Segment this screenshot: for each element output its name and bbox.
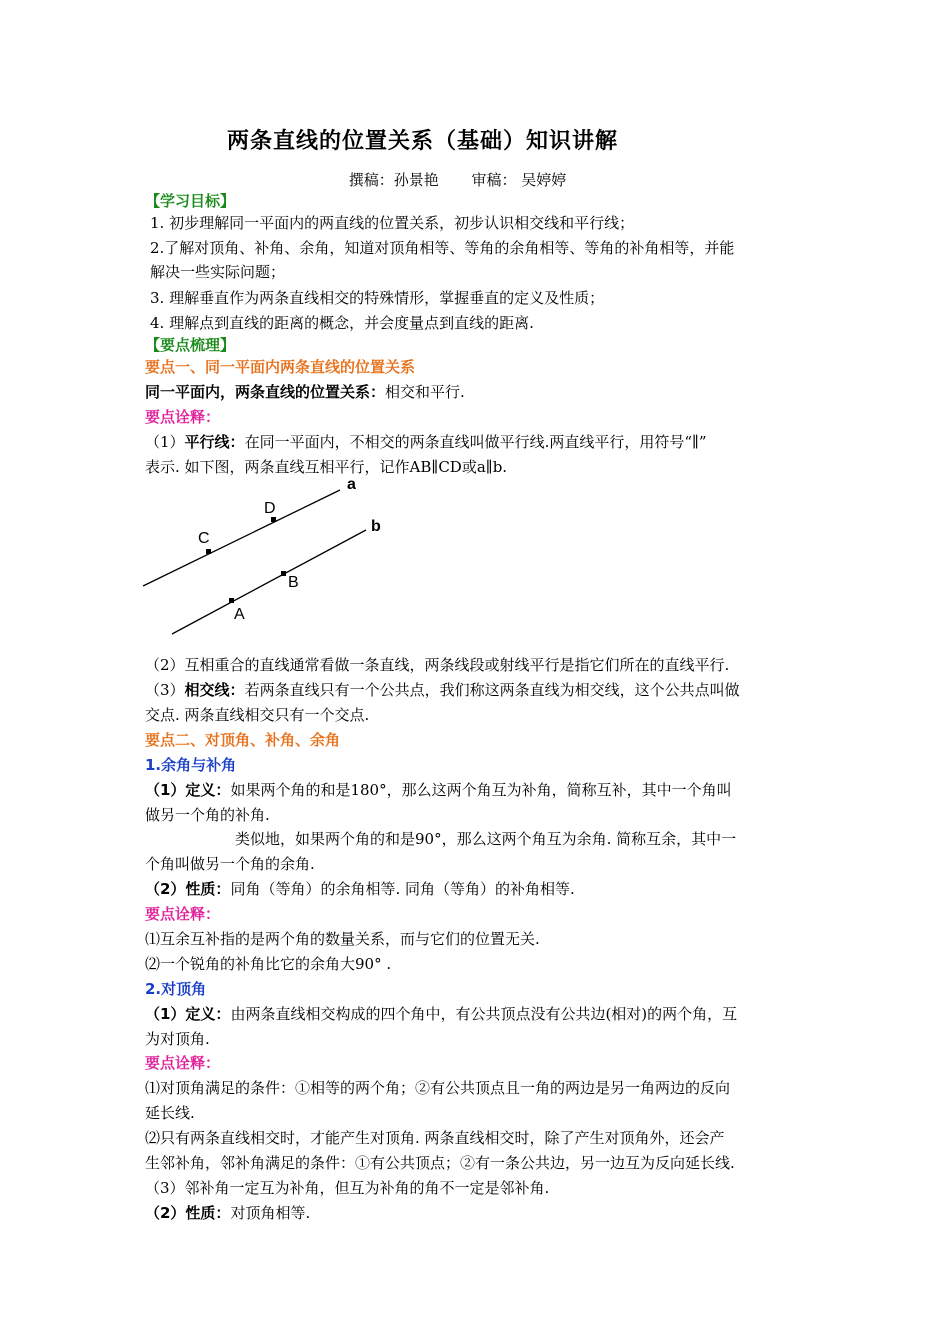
point-B [281,571,286,576]
vertical-property: （2）性质：对顶角相等. [145,1204,311,1222]
sub-heading-complement: 1.余角与补角 [145,756,237,774]
vertical-def-cont: 为对顶角. [145,1030,210,1048]
point1-statement: 同一平面内，两条直线的位置关系：相交和平行. [145,383,465,401]
point-D [271,517,276,522]
supplement-def: （1）定义：如果两个角的和是180°，那么这两个角互为补角，简称互补，其中一个角叫 [145,781,732,799]
point1-heading: 要点一、同一平面内两条直线的位置关系 [145,358,416,376]
point-A [229,598,234,603]
reviewer: 审稿： 吴婷婷 [471,171,567,189]
complement-def: 类似地，如果两个角的和是90°，那么这两个角互为余角. 简称互余，其中一 [235,830,737,848]
label-b: b [371,518,381,535]
summary-heading: 【要点梳理】 [145,336,236,354]
note-heading: 要点诠释： [145,408,221,426]
note-heading: 要点诠释： [145,905,221,923]
goal-item: 2.了解对顶角、补角、余角，知道对顶角相等、等角的余角相等、等角的补角相等，并能 [150,239,735,257]
note-item: ⑴对顶角满足的条件：①相等的两个角；②有公共顶点且一角的两边是另一角两边的反向 [145,1079,731,1097]
complement-property: （2）性质：同角（等角）的余角相等. 同角（等角）的补角相等. [145,880,575,898]
supplement-def-cont: 做另一个角的补角. [145,806,270,824]
complement-def-cont: 个角叫做另一个角的余角. [145,855,315,873]
goals-heading: 【学习目标】 [145,192,236,210]
note-heading: 要点诠释： [145,1054,221,1072]
writer: 撰稿：孙景艳 [348,171,439,189]
goal-item: 1. 初步理解同一平面内的两直线的位置关系，初步认识相交线和平行线； [150,214,635,232]
note-item: 延长线. [145,1104,195,1122]
note-item: ⑴互余互补指的是两个角的数量关系，而与它们的位置无关. [145,930,540,948]
vertical-def: （1）定义：由两条直线相交构成的四个角中，有公共顶点没有公共边(相对)的两个角，互 [145,1005,738,1023]
page-title: 两条直线的位置关系（基础）知识讲解 [226,129,618,154]
author-line [0,169,915,190]
note-item: ⑵一个锐角的补角比它的余角大90° . [145,955,392,973]
intersect-def-cont: 交点. 两条直线相交只有一个交点. [145,706,370,724]
goal-item: 3. 理解垂直作为两条直线相交的特殊情形，掌握垂直的定义及性质； [150,289,605,307]
coincident-note: （2）互相重合的直线通常看做一条直线，两条线段或射线平行是指它们所在的直线平行. [145,656,730,674]
parallel-lines-figure [140,472,400,642]
goal-item: 解决一些实际问题； [150,263,286,281]
intersect-def: （3）相交线：若两条直线只有一个公共点，我们称这两条直线为相交线，这个公共点叫做 [145,681,740,699]
point-C [206,549,211,554]
parallel-def: （1）平行线：在同一平面内，不相交的两条直线叫做平行线.两直线平行，用符号“∥” [145,433,707,451]
note-item: 生邻补角，邻补角满足的条件：①有公共顶点；②有一条公共边，另一边互为反向延长线. [145,1154,735,1172]
label-a: a [347,476,356,493]
sub-heading-vertical: 2.对顶角 [145,980,207,998]
label-A: A [234,606,245,623]
line-a [143,490,340,586]
note-item: （3）邻补角一定互为补角，但互为补角的角不一定是邻补角. [145,1179,550,1197]
label-B: B [288,574,299,591]
label-D: D [264,500,276,517]
goal-item: 4. 理解点到直线的距离的概念，并会度量点到直线的距离. [150,314,534,332]
parallel-def-cont: 表示. 如下图，两条直线互相平行，记作AB∥CD或a∥b. [145,458,508,476]
point2-heading: 要点二、对顶角、补角、余角 [145,731,341,749]
label-C: C [198,530,210,547]
note-item: ⑵只有两条直线相交时，才能产生对顶角. 两条直线相交时，除了产生对顶角外，还会产 [145,1129,725,1147]
